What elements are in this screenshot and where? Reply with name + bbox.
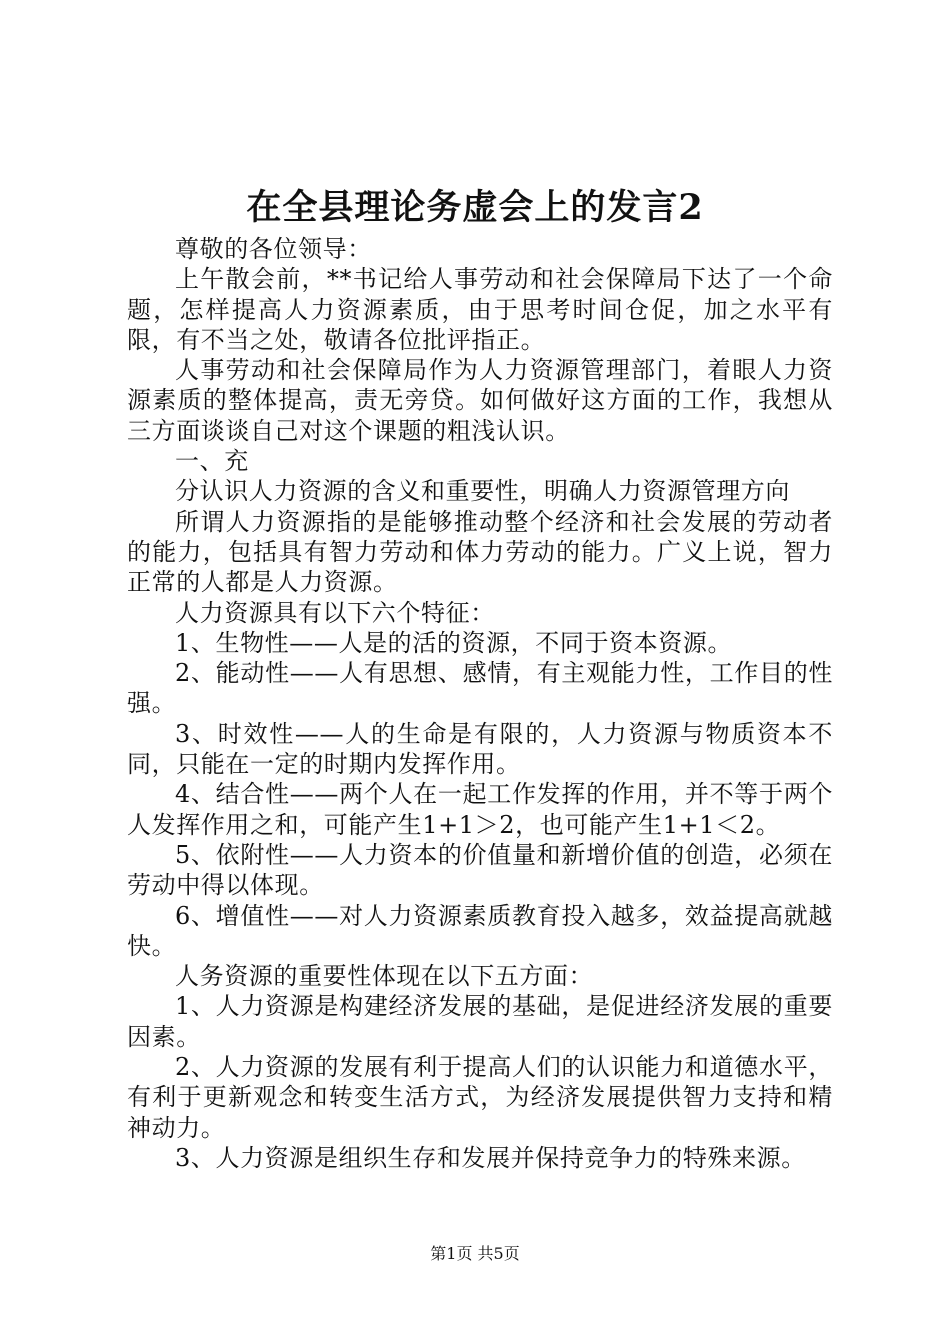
- paragraph: 上午散会前，**书记给人事劳动和社会保障局下达了一个命题，怎样提高人力资源素质，由于思考时间仓促，加之水平有限，有不当之处，敬请各位批评指正。: [127, 265, 833, 354]
- document-title: 在全县理论务虚会上的发言2: [246, 187, 704, 228]
- list-item: 1、生物性——人是的活的资源，不同于资本资源。: [175, 628, 733, 657]
- list-item: 5、依附性——人力资本的价值量和新增价值的创造，必须在劳动中得以体现。: [127, 840, 833, 900]
- paragraph: 所谓人力资源指的是能够推动整个经济和社会发展的劳动者的能力，包括具有智力劳动和体力劳动的能力。广义上说，智力正常的人都是人力资源。: [127, 507, 833, 597]
- paragraph: 尊敬的各位领导：: [175, 235, 372, 263]
- paragraph: 人事劳动和社会保障局作为人力资源管理部门，着眼人力资源素质的整体提高，责无旁贷。如何做好这方面的工作，我想从三方面谈谈自己对这个课题的粗浅认识。: [127, 356, 833, 445]
- list-item: 2、能动性——人有思想、感情，有主观能力性，工作目的性强。: [127, 659, 833, 718]
- paragraph: 人务资源的重要性体现在以下五方面：: [175, 962, 594, 991]
- list-item: 1、人力资源是构建经济发展的基础，是促进经济发展的重要因素。: [127, 992, 833, 1051]
- document-body: [127, 234, 833, 1173]
- section-heading: 一、充: [175, 447, 249, 476]
- list-item: 3、人力资源是组织生存和发展并保持竞争力的特殊来源。: [175, 1143, 806, 1172]
- list-item: 3、时效性——人的生命是有限的，人力资源与物质资本不同，只能在一定的时期内发挥作用。: [127, 719, 833, 779]
- list-item: 2、人力资源的发展有利于提高人们的认识能力和道德水平，有利于更新观念和转变生活方式，为经济发展提供智力支持和精神动力。: [127, 1053, 833, 1142]
- list-item: 6、增值性——对人力资源素质教育投入越多，效益提高就越快。: [127, 901, 833, 960]
- paragraph: 人力资源具有以下六个特征：: [175, 598, 495, 627]
- page-number-footer: 第1页 共5页: [430, 1244, 520, 1263]
- list-item: 4、结合性——两个人在一起工作发挥的作用，并不等于两个人发挥作用之和，可能产生1+1＞2，也可能产生1+1＜2。: [127, 780, 833, 839]
- section-heading-continued: 分认识人力资源的含义和重要性，明确人力资源管理方向: [175, 477, 790, 506]
